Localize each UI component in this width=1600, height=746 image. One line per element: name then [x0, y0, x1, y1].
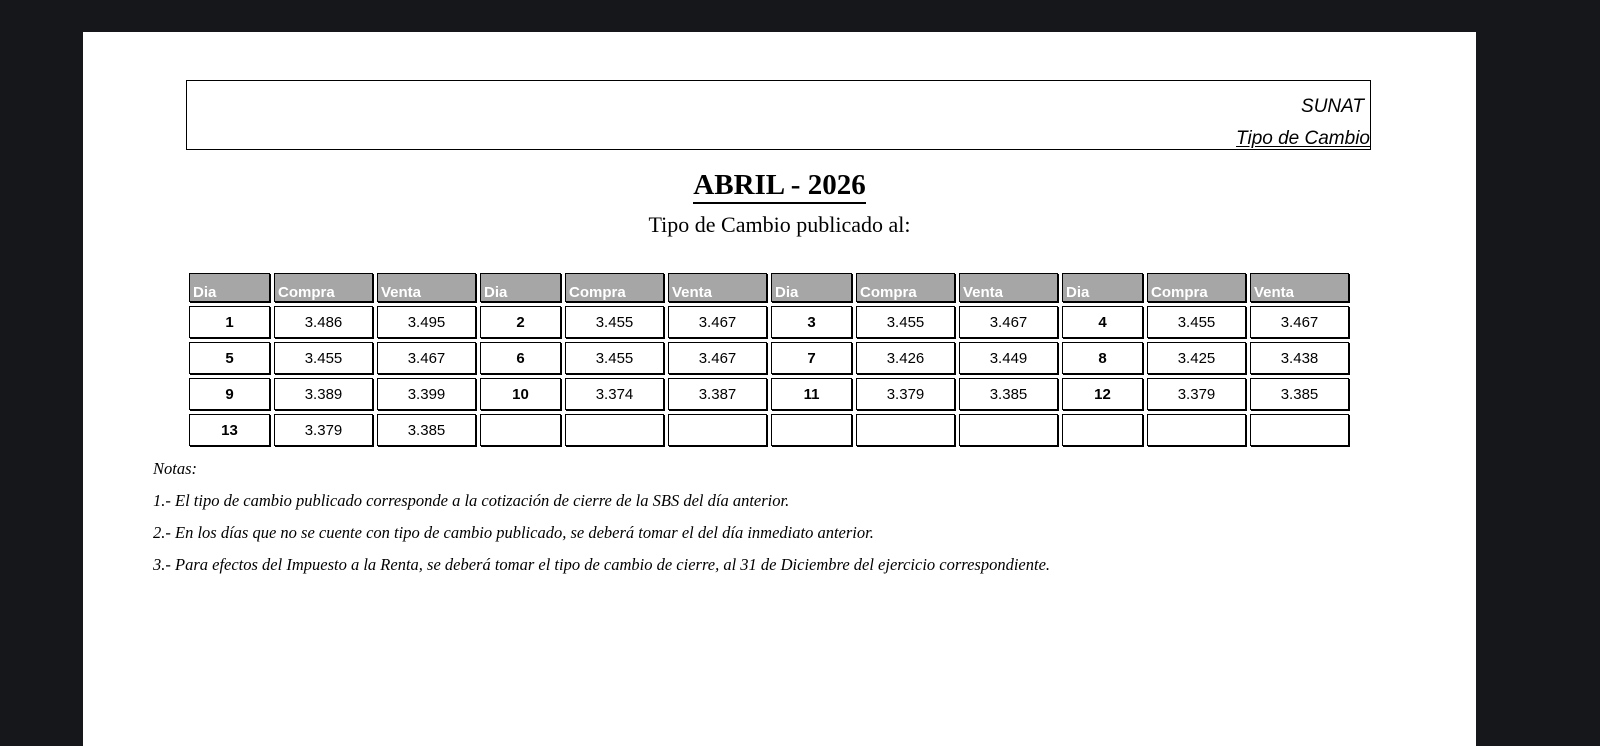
buy-rate-cell: 3.455 — [274, 342, 373, 374]
org-name: SUNAT — [1301, 96, 1364, 117]
note-item: 1.- El tipo de cambio publicado corresponde a la cotización de cierre de la SBS del día anterior. — [153, 491, 790, 510]
table-row — [189, 306, 1349, 338]
day-cell: 6 — [480, 342, 561, 374]
sell-rate-cell — [959, 414, 1058, 446]
buy-rate-cell — [856, 414, 955, 446]
buy-rate-cell: 3.455 — [1147, 306, 1246, 338]
table-row — [189, 414, 1349, 446]
buy-rate-cell: 3.426 — [856, 342, 955, 374]
buy-rate-cell: 3.455 — [856, 306, 955, 338]
sell-rate-cell: 3.467 — [668, 342, 767, 374]
table-row — [189, 378, 1349, 410]
day-cell: 5 — [189, 342, 270, 374]
table-header-row — [189, 273, 1349, 302]
sell-rate-cell: 3.467 — [377, 342, 476, 374]
note-item: 2.- En los días que no se cuente con tipo de cambio publicado, se deberá tomar el del día inmediato anterior. — [153, 523, 874, 542]
published-label: Tipo de Cambio publicado al: — [648, 212, 911, 237]
note-item: 3.- Para efectos del Impuesto a la Renta, se deberá tomar el tipo de cambio de cierre, al 31 de Diciembre del ejercicio correspondiente. — [153, 555, 1051, 574]
exchange-rate-table — [185, 269, 1353, 450]
day-cell: 13 — [189, 414, 270, 446]
page-title-text: ABRIL - 2026 — [693, 169, 865, 204]
column-header: Venta — [1250, 273, 1349, 302]
day-cell — [480, 414, 561, 446]
buy-rate-cell: 3.379 — [856, 378, 955, 410]
buy-rate-cell: 3.455 — [565, 342, 664, 374]
sell-rate-cell: 3.385 — [959, 378, 1058, 410]
header-box — [186, 80, 1371, 150]
sell-rate-cell: 3.449 — [959, 342, 1058, 374]
document-page — [83, 32, 1476, 746]
column-header: Compra — [565, 273, 664, 302]
column-header: Dia — [480, 273, 561, 302]
day-cell: 3 — [771, 306, 852, 338]
sell-rate-cell: 3.385 — [1250, 378, 1349, 410]
day-cell — [771, 414, 852, 446]
buy-rate-cell — [1147, 414, 1246, 446]
column-header: Compra — [1147, 273, 1246, 302]
buy-rate-cell: 3.379 — [274, 414, 373, 446]
sell-rate-cell: 3.399 — [377, 378, 476, 410]
day-cell: 4 — [1062, 306, 1143, 338]
day-cell: 8 — [1062, 342, 1143, 374]
day-cell: 9 — [189, 378, 270, 410]
column-header: Compra — [274, 273, 373, 302]
column-header: Venta — [959, 273, 1058, 302]
buy-rate-cell: 3.455 — [565, 306, 664, 338]
sell-rate-cell: 3.385 — [377, 414, 476, 446]
buy-rate-cell: 3.374 — [565, 378, 664, 410]
day-cell: 10 — [480, 378, 561, 410]
buy-rate-cell: 3.425 — [1147, 342, 1246, 374]
column-header: Venta — [377, 273, 476, 302]
column-header: Dia — [189, 273, 270, 302]
buy-rate-cell — [565, 414, 664, 446]
day-cell: 2 — [480, 306, 561, 338]
sell-rate-cell: 3.467 — [668, 306, 767, 338]
table-row — [189, 342, 1349, 374]
buy-rate-cell: 3.486 — [274, 306, 373, 338]
header-subtitle: Tipo de Cambio — [1236, 128, 1370, 149]
sell-rate-cell: 3.387 — [668, 378, 767, 410]
page-title — [83, 169, 1476, 202]
day-cell: 1 — [189, 306, 270, 338]
buy-rate-cell: 3.389 — [274, 378, 373, 410]
sell-rate-cell: 3.438 — [1250, 342, 1349, 374]
column-header: Dia — [1062, 273, 1143, 302]
notes-section — [153, 458, 1050, 586]
buy-rate-cell: 3.379 — [1147, 378, 1246, 410]
sell-rate-cell — [668, 414, 767, 446]
day-cell: 12 — [1062, 378, 1143, 410]
notes-heading: Notas: — [153, 459, 198, 478]
day-cell — [1062, 414, 1143, 446]
sell-rate-cell: 3.467 — [1250, 306, 1349, 338]
column-header: Compra — [856, 273, 955, 302]
sell-rate-cell: 3.495 — [377, 306, 476, 338]
sell-rate-cell — [1250, 414, 1349, 446]
column-header: Dia — [771, 273, 852, 302]
sell-rate-cell: 3.467 — [959, 306, 1058, 338]
day-cell: 11 — [771, 378, 852, 410]
day-cell: 7 — [771, 342, 852, 374]
column-header: Venta — [668, 273, 767, 302]
